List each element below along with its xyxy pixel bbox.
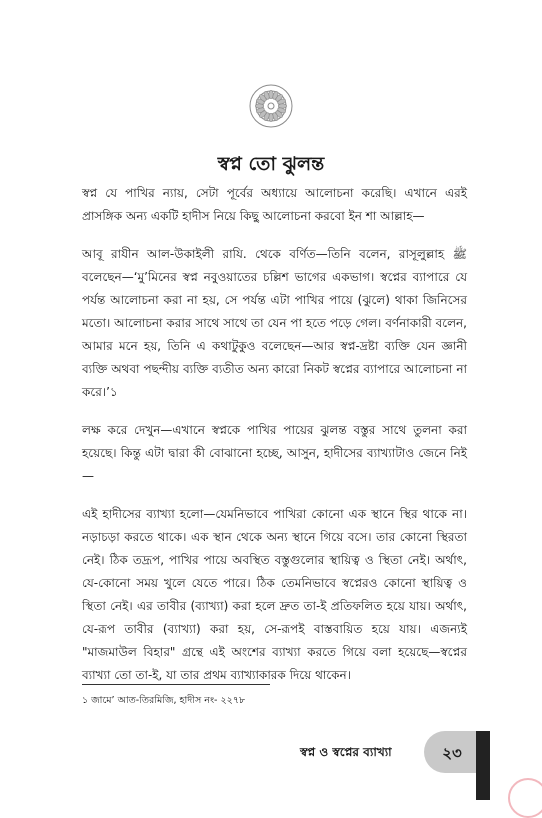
running-footer-title: স্বপ্ন ও স্বপ্নের ব্যাখ্যা bbox=[300, 745, 392, 759]
footnote-divider bbox=[82, 684, 270, 685]
paragraph-hadith: আবূ রাযীন আল-উকাইলী রাযি. থেকে বর্ণিত—তিনি বলেন, রাসূলুল্লাহ ﷺ বলেছেন—‘মু’মিনের স্বপ্ন নবুওয়াতের চল্লিশ ভাগের একভাগ। স্বপ্নের ব্যাপারে যে পর্যন্ত আলোচনা করা না হয়, সে পর্যন্ত এটা পাখির পায়ে (ঝুলে) থাকা জিনিসের মতো। আলোচনা করার সাথে সাথে তা যেন পা হতে পড়ে গেল। বর্ণনাকারী বলেন, আমার মনে হয়, তিনি এ কথাটুকুও বলেছেন—আর স্বপ্ন-দ্রষ্টা ব্যক্তি যেন জ্ঞানী ব্যক্তি অথবা পছন্দীয় ব্যক্তি ব্যতীত অন্য কারো নিকট স্বপ্নের ব্যাপারে আলোচনা না করে।’১ bbox=[82, 247, 467, 399]
chapter-body bbox=[82, 182, 467, 702]
page-number: ২৩ bbox=[442, 744, 462, 762]
paragraph-comparison: লক্ষ করে দেখুন—এখানে স্বপ্নকে পাখির পায়ের ঝুলন্ত বস্তুর সাথে তুলনা করা হয়েছে। কিন্তু এটা দ্বারা কী বোঝানো হচ্ছে, আসুন, হাদীসের ব্যাখ্যাটাও জেনে নিই— bbox=[82, 423, 467, 483]
footnote: ১ জামে’ আত-তিরমিজি, হাদীস নং- ২২৭৮ bbox=[82, 695, 246, 706]
chapter-title: স্বপ্ন তো ঝুলন্ত bbox=[217, 153, 325, 175]
corner-stamp-mark bbox=[508, 778, 542, 818]
mandala-ornament-icon bbox=[248, 83, 294, 129]
page-edge-bar bbox=[476, 731, 490, 800]
paragraph-explanation: এই হাদীসের ব্যাখ্যা হলো—যেমনিভাবে পাখিরা কোনো এক স্থানে স্থির থাকে না। নড়াচড়া করতে থাকে। এক স্থান থেকে অন্য স্থানে গিয়ে বসে। তার কোনো স্থিরতা নেই। ঠিক তদ্রূপ, পাখির পায়ে অবস্থিত বস্তুগুলোর স্থায়িত্ব ও স্থিতা নেই। অর্থাৎ, যে-কোনো সময় খুলে যেতে পারে। ঠিক তেমনিভাবে স্বপ্নেরও কোনো স্থায়িত্ব ও স্থিতা নেই। এর তাবীর (ব্যাখ্যা) করা হলে দ্রুত তা-ই প্রতিফলিত হয়ে যায়। অর্থাৎ, যে-রূপ তাবীর (ব্যাখ্যা) করা হয়, সে-রূপই বাস্তবায়িত হয়ে যায়। এজন্যই "মাজমাউল বিহার" গ্রন্থে এই অংশের ব্যাখ্যা করতে গিয়ে বলা হয়েছে—স্বপ্নের ব্যাখ্যা তো তা-ই, যা তার প্রথম ব্যাখ্যাকারক দিয়ে থাকেন। bbox=[82, 507, 467, 682]
paragraph-intro: স্বপ্ন যে পাখির ন্যায়, সেটা পূর্বের অধ্যায়ে আলোচনা করেছি। এখানে এরই প্রাসঙ্গিক অন্য একটি হাদীস নিয়ে কিছু আলোচনা করবো ইন শা আল্লাহ— bbox=[82, 186, 467, 223]
